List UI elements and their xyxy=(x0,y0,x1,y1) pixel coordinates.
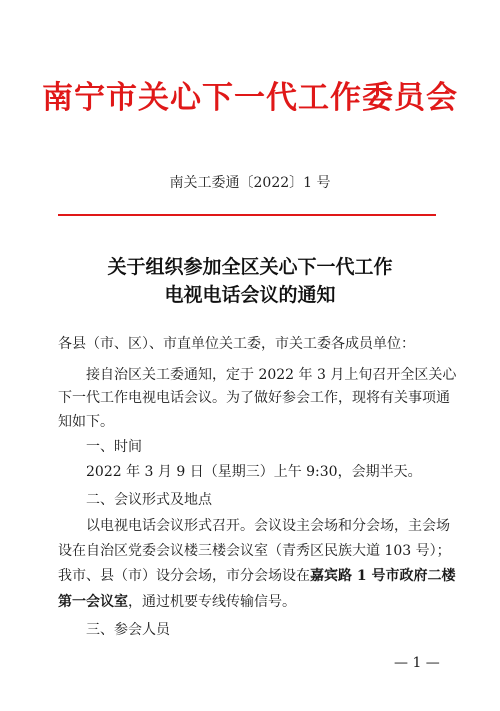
section-2-heading: 二、会议形式及地点 xyxy=(86,492,212,508)
venue-room-bold: 第一会议室 xyxy=(58,594,128,610)
venue-address-bold: 嘉宾路 1 号市政府二楼 xyxy=(310,568,456,584)
section-2-line-4-text: ，通过机要专线传输信号。 xyxy=(128,594,296,610)
section-2-line-2: 设在自治区党委会议楼三楼会议室（青秀区民族大道 103 号）； xyxy=(58,543,451,559)
section-2-line-3 xyxy=(58,566,456,586)
section-1-text: 2022 年 3 月 9 日（星期三）上午 9:30，会期半天。 xyxy=(86,464,422,480)
org-title: 南宁市关心下一代工作委员会 xyxy=(42,80,458,116)
section-2-line-3-text: 我市、县（市）设分会场，市分会场设在 xyxy=(58,568,310,584)
document-number: 南关工委通〔2022〕1 号 xyxy=(169,175,331,191)
section-3-heading: 三、参会人员 xyxy=(86,622,170,638)
document-title-line-2: 电视电话会议的通知 xyxy=(164,284,336,306)
red-divider xyxy=(58,214,436,216)
section-2-line-4 xyxy=(58,592,296,612)
intro-line-1: 接自治区关工委通知，定于 2022 年 3 月上旬召开全区关心 xyxy=(86,367,457,383)
intro-line-2: 下一代工作电视电话会议。为了做好参会工作，现将有关事项通 xyxy=(58,390,450,406)
salutation: 各县（市、区）、市直单位关工委，市关工委各成员单位： xyxy=(58,336,415,352)
intro-line-3: 知如下。 xyxy=(58,414,114,430)
page-number: — 1 — xyxy=(394,655,440,671)
section-1-heading: 一、时间 xyxy=(86,439,142,455)
section-2-line-1: 以电视电话会议形式召开。会议设主会场和分会场，主会场 xyxy=(86,518,450,534)
document-title-line-1: 关于组织参加全区关心下一代工作 xyxy=(107,256,393,278)
